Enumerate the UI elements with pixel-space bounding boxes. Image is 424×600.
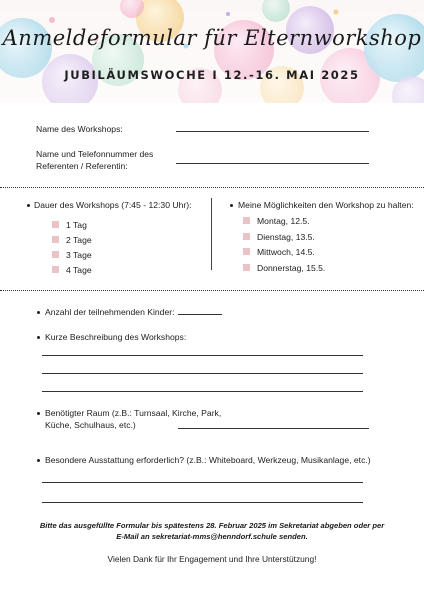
event-subtitle: JUBILÄUMSWOCHE I 12.-16. MAI 2025 <box>64 68 360 82</box>
checkbox-2-days[interactable] <box>52 236 59 243</box>
section-divider <box>0 290 424 291</box>
equipment-line-2[interactable] <box>42 502 363 503</box>
bullet <box>37 412 40 415</box>
duration-option-label: 4 Tage <box>66 265 92 275</box>
equipment-label: Besondere Ausstattung erforderlich? (z.B.: Whiteboard, Werkzeug, Musikanlage, etc.) <box>45 455 371 465</box>
duration-label: Dauer des Workshops (7:45 - 12:30 Uhr): <box>34 200 192 210</box>
checkbox-1-day[interactable] <box>52 221 59 228</box>
form-title: Anmeldeformular für Elternworkshop <box>2 26 422 50</box>
checkbox-wednesday[interactable] <box>243 248 250 255</box>
availability-label: Meine Möglichkeiten den Workshop zu halten: <box>238 200 414 210</box>
bullet <box>37 311 40 314</box>
description-line-1[interactable] <box>42 355 363 356</box>
description-label: Kurze Beschreibung des Workshops: <box>45 332 187 342</box>
thanks-message: Vielen Dank für Ihr Engagement und Ihre Unterstützung! <box>107 554 317 564</box>
checkbox-3-days[interactable] <box>52 251 59 258</box>
bullet <box>230 204 233 207</box>
contact-label-line1: Name und Telefonnummer des <box>36 149 154 159</box>
availability-option-label: Dienstag, 13.5. <box>257 232 315 242</box>
equipment-line-1[interactable] <box>42 482 363 483</box>
column-divider <box>211 198 212 270</box>
bullet <box>37 336 40 339</box>
workshop-name-label: Name des Workshops: <box>36 124 123 134</box>
availability-option-label: Montag, 12.5. <box>257 216 310 226</box>
duration-option-label: 3 Tage <box>66 250 92 260</box>
submission-note-line1: Bitte das ausgefüllte Formular bis spätestens 28. Februar 2025 im Sekretariat abgeben oder per <box>39 521 385 530</box>
availability-option-label: Donnerstag, 15.5. <box>257 263 326 273</box>
checkbox-4-days[interactable] <box>52 266 59 273</box>
workshop-name-field[interactable] <box>176 131 369 132</box>
duration-option-label: 2 Tage <box>66 235 92 245</box>
header-banner <box>0 0 424 103</box>
room-field[interactable] <box>178 428 369 429</box>
duration-option-label: 1 Tag <box>66 220 87 230</box>
checkbox-thursday[interactable] <box>243 264 250 271</box>
contact-label-line2: Referenten / Referentin: <box>36 161 128 171</box>
bullet <box>37 459 40 462</box>
children-count-label: Anzahl der teilnehmenden Kinder: <box>45 307 175 317</box>
availability-option-label: Mittwoch, 14.5. <box>257 247 315 257</box>
balloons-illustration <box>0 0 424 103</box>
description-line-2[interactable] <box>42 373 363 374</box>
submission-note-line2: E-Mail an sekretariat-mms@henndorf.schule senden. <box>116 532 308 541</box>
checkbox-monday[interactable] <box>243 217 250 224</box>
checkbox-tuesday[interactable] <box>243 233 250 240</box>
children-count-field[interactable] <box>178 314 222 315</box>
submission-note <box>36 520 388 542</box>
description-line-3[interactable] <box>42 391 363 392</box>
bullet <box>27 204 30 207</box>
room-label-line1: Benötigter Raum (z.B.: Turnsaal, Kirche, Park, <box>45 408 222 418</box>
contact-field[interactable] <box>176 163 369 164</box>
section-divider <box>0 187 424 188</box>
room-label-line2: Küche, Schulhaus, etc.) <box>45 420 136 430</box>
